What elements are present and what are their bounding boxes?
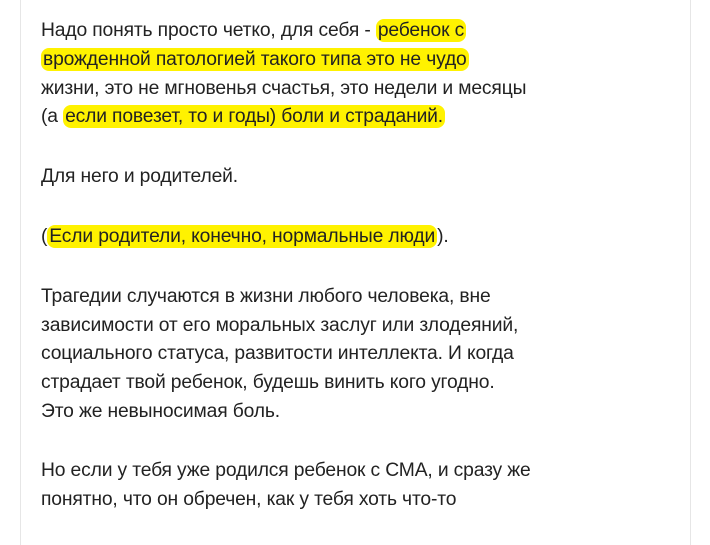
- text-line: Трагедии случаются в жизни любого человека, вне: [41, 285, 491, 307]
- paragraph-1: [41, 17, 681, 132]
- paragraph-spacer: [41, 192, 681, 223]
- highlighted-text: Если родители, конечно, нормальные люди: [49, 225, 436, 247]
- text-line: Для него и родителей.: [41, 166, 238, 188]
- panel-border-right: [690, 0, 691, 545]
- text-line: Но если у тебя уже родился ребенок с СМА, и сразу же: [41, 459, 531, 481]
- text-line: Надо понять просто четко, для себя -: [41, 20, 376, 41]
- text-line: ).: [437, 225, 449, 247]
- paragraph-spacer: [41, 252, 681, 283]
- text-line: (а: [41, 106, 64, 128]
- paragraph-3: [41, 223, 681, 252]
- paragraph-2: [41, 163, 681, 192]
- text-line: страдает твой ребенок, будешь винить кого угодно.: [41, 372, 495, 394]
- text-line: Это же невыносимая боль.: [41, 400, 280, 422]
- highlighted-text: врожденной патологией такого типа это не чудо: [43, 48, 467, 70]
- panel-border-left: [20, 0, 21, 545]
- paragraph-spacer: [41, 427, 681, 457]
- text-line: (: [41, 225, 48, 247]
- paragraph-4: [41, 283, 681, 427]
- text-line: социального статуса, развитости интеллекта. И когда: [41, 343, 514, 365]
- paragraph-5: [41, 457, 681, 515]
- post-text: [41, 17, 681, 514]
- text-line: понятно, что он обречен, как у тебя хоть что-то: [41, 488, 457, 510]
- text-line: жизни, это не мгновенья счастья, это недели и месяцы: [41, 77, 527, 99]
- paragraph-spacer: [41, 132, 681, 163]
- highlighted-text: если повезет, то и годы) боли и страданий.: [65, 106, 444, 128]
- highlighted-text: ребенок с: [377, 20, 465, 41]
- text-line: зависимости от его моральных заслуг или злодеяний,: [41, 314, 519, 336]
